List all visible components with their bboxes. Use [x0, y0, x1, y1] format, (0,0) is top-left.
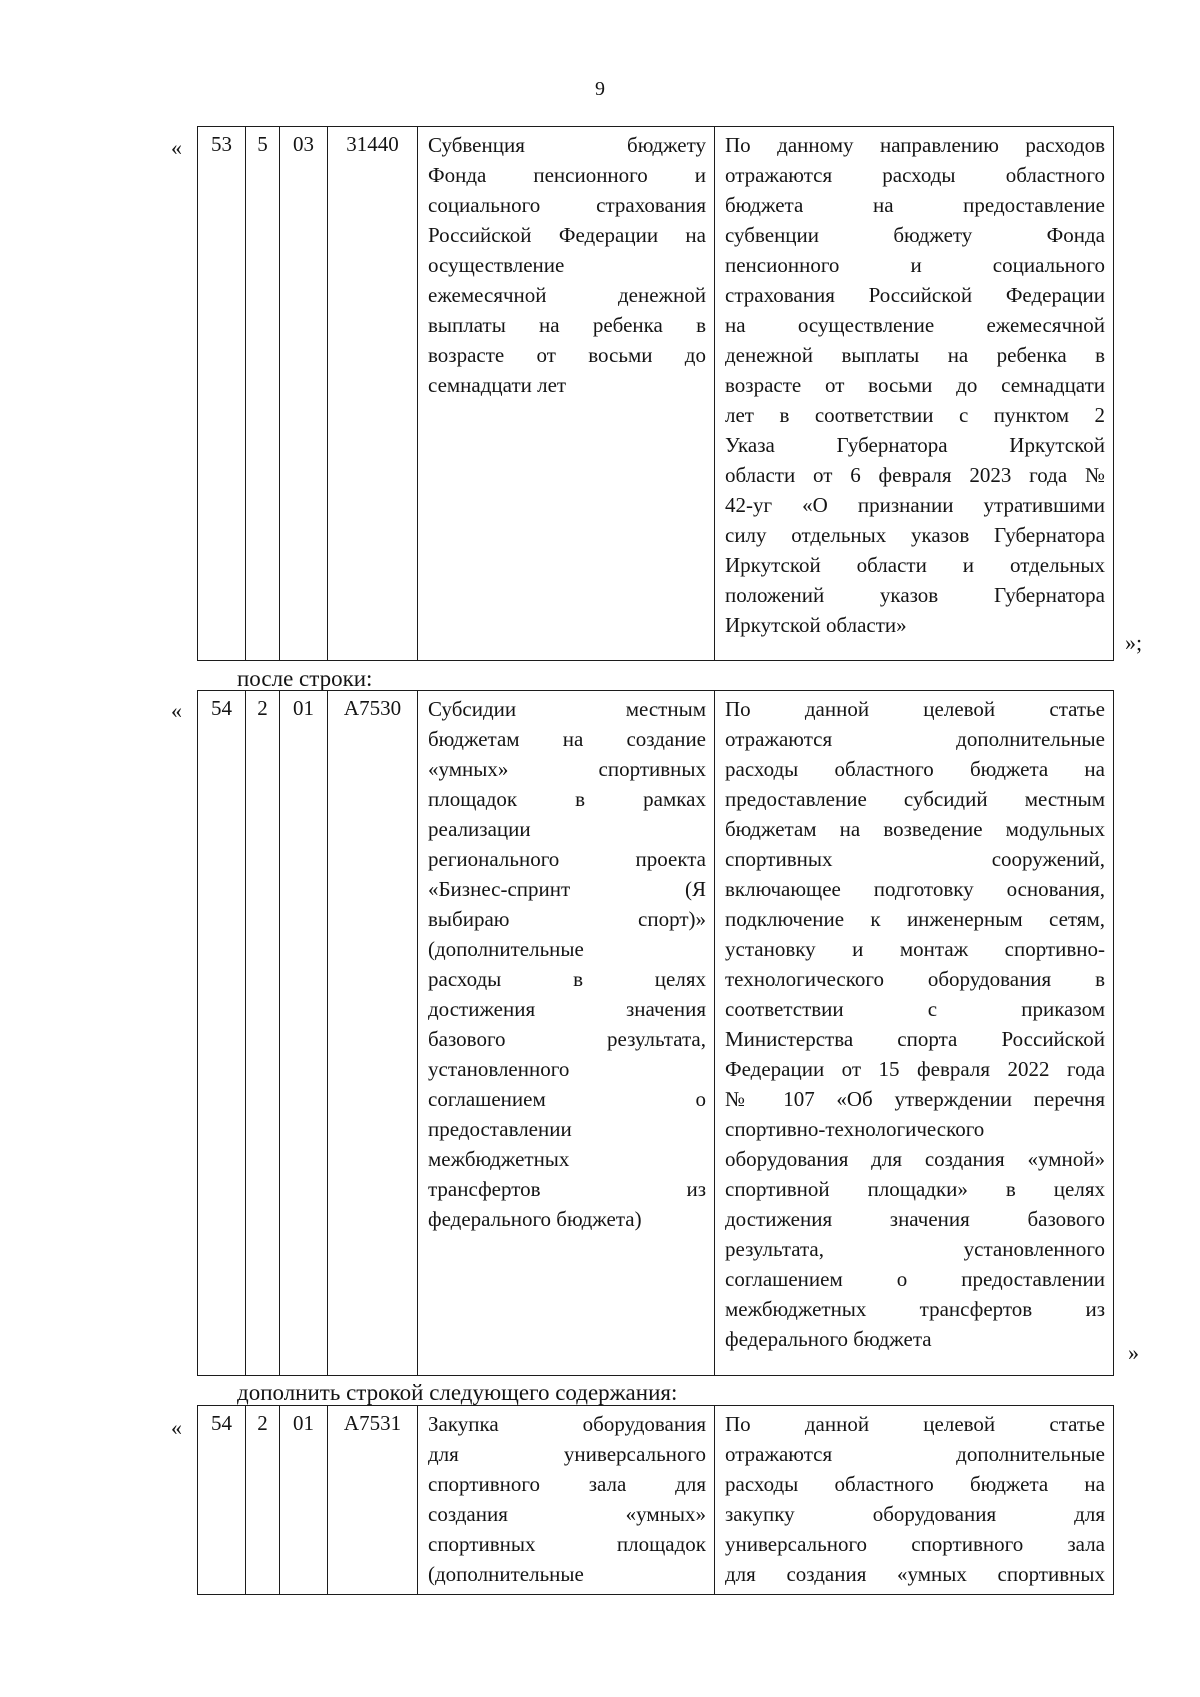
description-line: межбюджетных трансфертов из [725, 1297, 1105, 1321]
name-cell [418, 1406, 715, 1595]
name-line: реализации [428, 817, 531, 841]
description-line: спортивных сооружений, [725, 847, 1105, 871]
description-line: технологического оборудования в [725, 967, 1105, 991]
description-line: бюджета на предоставление [725, 193, 1105, 217]
description-line: Иркутской области» [725, 613, 907, 637]
open-quote: « [171, 698, 182, 723]
name-line: «умных» спортивных [428, 757, 706, 781]
name-line: Фонда пенсионного и [428, 163, 706, 187]
name-line: соглашением о [428, 1087, 706, 1111]
description-line: расходы областного бюджета на [725, 757, 1105, 781]
description-line: спортивной площадки» в целях [725, 1177, 1105, 1201]
name-line: (дополнительные [428, 937, 584, 961]
subsection-code: 5 [246, 127, 280, 661]
name-line: выбираю спорт)» [428, 907, 706, 931]
name-line: Закупка оборудования [428, 1412, 706, 1436]
description-line: расходы областного бюджета на [725, 1472, 1105, 1496]
name-line: спортивных площадок [428, 1532, 706, 1556]
description-line: субвенции бюджету Фонда [725, 223, 1105, 247]
caption-add-row: дополнить строкой следующего содержания: [237, 1380, 678, 1405]
description-line: Министерства спорта Российской [725, 1027, 1105, 1051]
subsection-code: 2 [246, 691, 280, 1376]
description-line: универсального спортивного зала [725, 1532, 1105, 1556]
description-line: включающее подготовку основания, [725, 877, 1105, 901]
name-line: возрасте от восьми до [428, 343, 706, 367]
section-code: 53 [198, 127, 246, 661]
description-line: соответствии с приказом [725, 997, 1105, 1021]
section-code: 54 [198, 1406, 246, 1595]
description-line: закупку оборудования для [725, 1502, 1105, 1526]
name-line: бюджетам на создание [428, 727, 706, 751]
name-line: семнадцати лет [428, 373, 567, 397]
name-line: Субвенция бюджету [428, 133, 706, 157]
name-line: Российской Федерации на [428, 223, 706, 247]
description-cell [715, 691, 1114, 1376]
description-line: По данному направлению расходов [725, 133, 1105, 157]
name-line: «Бизнес-спринт (Я [428, 877, 706, 901]
description-line: 42-уг «О признании утратившими [725, 493, 1105, 517]
open-quote: « [171, 1415, 182, 1440]
name-line: площадок в рамках [428, 787, 706, 811]
direction-code: А7530 [328, 691, 418, 1376]
name-line: для универсального [428, 1442, 706, 1466]
caption-after-row: после строки: [237, 666, 373, 691]
name-line: создания «умных» [428, 1502, 706, 1526]
name-line: достижения значения [428, 997, 706, 1021]
code-table-2 [197, 690, 1114, 1376]
description-line: соглашением о предоставлении [725, 1267, 1105, 1291]
description-line: оборудования для создания «умной» [725, 1147, 1105, 1171]
name-line: спортивного зала для [428, 1472, 706, 1496]
description-line: отражаются дополнительные [725, 727, 1105, 751]
description-line: положений указов Губернатора [725, 583, 1105, 607]
name-line: установленного [428, 1057, 570, 1081]
name-line: регионального проекта [428, 847, 706, 871]
description-line: на осуществление ежемесячной [725, 313, 1105, 337]
description-line: федерального бюджета [725, 1327, 932, 1351]
description-line: По данной целевой статье [725, 697, 1105, 721]
description-cell [715, 127, 1114, 661]
description-line: Федерации от 15 февраля 2022 года [725, 1057, 1105, 1081]
page-number: 9 [595, 78, 605, 100]
code-table-3 [197, 1405, 1114, 1595]
description-line: отражаются дополнительные [725, 1442, 1105, 1466]
description-line: подключение к инженерным сетям, [725, 907, 1105, 931]
description-line: страхования Российской Федерации [725, 283, 1105, 307]
description-line: для создания «умных спортивных [725, 1562, 1105, 1586]
description-line: № 107 «Об утверждении перечня [725, 1087, 1105, 1111]
name-line: расходы в целях [428, 967, 706, 991]
description-line: достижения значения базового [725, 1207, 1105, 1231]
description-line: результата, установленного [725, 1237, 1105, 1261]
group-code: 01 [280, 691, 328, 1376]
description-line: денежной выплаты на ребенка в [725, 343, 1105, 367]
group-code: 01 [280, 1406, 328, 1595]
name-line: осуществление [428, 253, 565, 277]
group-code: 03 [280, 127, 328, 661]
description-line: возрасте от восьми до семнадцати [725, 373, 1105, 397]
description-line: предоставление субсидий местным [725, 787, 1105, 811]
code-table-1 [197, 126, 1114, 661]
description-line: установку и монтаж спортивно- [725, 937, 1105, 961]
subsection-code: 2 [246, 1406, 280, 1595]
name-line: трансфертов из [428, 1177, 706, 1201]
description-cell [715, 1406, 1114, 1595]
direction-code: А7531 [328, 1406, 418, 1595]
description-line: отражаются расходы областного [725, 163, 1105, 187]
description-line: спортивно-технологического [725, 1117, 985, 1141]
description-line: области от 6 февраля 2023 года № [725, 463, 1105, 487]
name-line: (дополнительные [428, 1562, 584, 1586]
open-quote: « [171, 135, 182, 160]
description-line: бюджетам на возведение модульных [725, 817, 1105, 841]
name-line: федерального бюджета) [428, 1207, 642, 1231]
name-line: базового результата, [428, 1027, 706, 1051]
direction-code: 31440 [328, 127, 418, 661]
name-line: ежемесячной денежной [428, 283, 706, 307]
name-line: предоставлении [428, 1117, 572, 1141]
description-line: Указа Губернатора Иркутской [725, 433, 1105, 457]
description-line: По данной целевой статье [725, 1412, 1105, 1436]
name-line: выплаты на ребенка в [428, 313, 706, 337]
close-quote: »; [1125, 630, 1143, 655]
description-line: лет в соответствии с пунктом 2 [725, 403, 1105, 427]
name-line: Субсидии местным [428, 697, 706, 721]
name-cell [418, 127, 715, 661]
section-code: 54 [198, 691, 246, 1376]
name-line: социального страхования [428, 193, 706, 217]
name-line: межбюджетных [428, 1147, 570, 1171]
description-line: пенсионного и социального [725, 253, 1105, 277]
description-line: Иркутской области и отдельных [725, 553, 1105, 577]
description-line: силу отдельных указов Губернатора [725, 523, 1105, 547]
close-quote: » [1128, 1340, 1139, 1365]
name-cell [418, 691, 715, 1376]
